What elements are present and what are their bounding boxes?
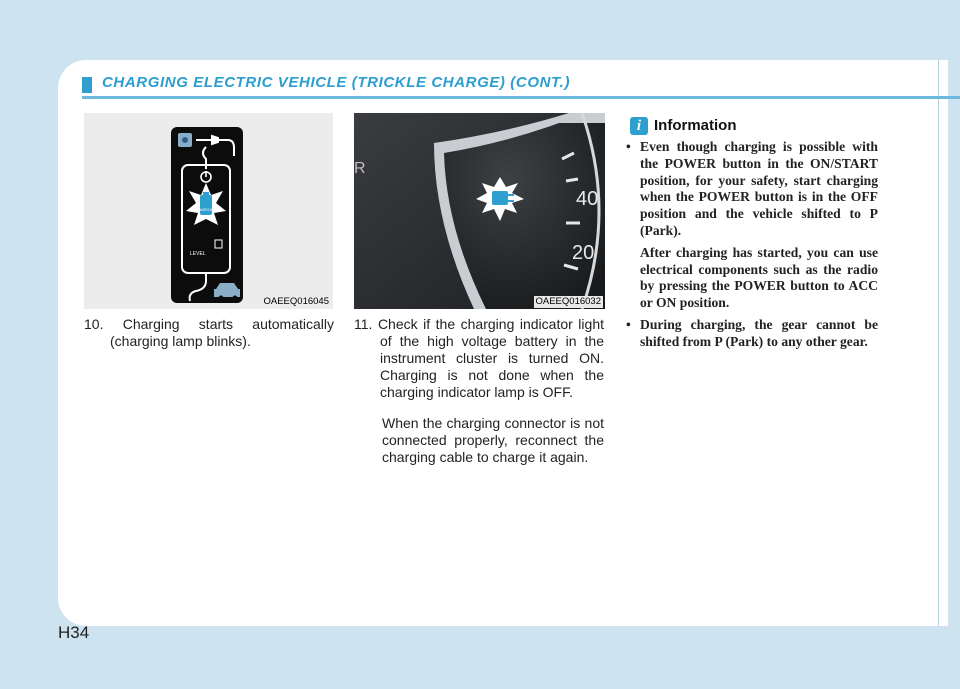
- information-heading: Information: [654, 117, 737, 134]
- list-item: [626, 139, 878, 312]
- charging-unit-illustration: [84, 113, 333, 309]
- instrument-cluster-illustration: [354, 113, 605, 309]
- gauge-label-20: 20: [572, 242, 595, 264]
- step-10-text: 10. Charging starts automatically (charging lamp blinks).: [84, 316, 334, 349]
- bullet: •: [626, 139, 631, 154]
- figure-code-middle: OAEEQ016032: [535, 296, 601, 307]
- gauge-label-40: 40: [576, 188, 599, 210]
- section-title: CHARGING ELECTRIC VEHICLE (TRICKLE CHARGE) (CONT.): [102, 74, 571, 91]
- info-paragraph: After charging has started, you can use electrical components such as the radio by pressing the POWER button to ACC or ON position.: [640, 244, 878, 311]
- header-accent-bar: [82, 77, 92, 93]
- bullet: •: [626, 316, 631, 332]
- step-11-note: When the charging connector is not connected properly, reconnect the charging cable to charge it again.: [382, 415, 604, 465]
- battery-icon: [200, 195, 212, 215]
- list-item: [626, 317, 878, 351]
- figure-code-left: OAEEQ016045: [263, 296, 329, 307]
- margin-guide: [938, 60, 939, 626]
- figure-charging-lamp: [84, 113, 333, 309]
- step-11-text: 11. Check if the charging indicator light of the high voltage battery in the instrument cluster is turned ON. Charging is not done when the charging indicator lamp is OFF.: [354, 316, 604, 400]
- info-paragraph: Even though charging is possible with the POWER button in the ON/START position, for your safety, start charging when the POWER button is in the OFF position and the vehicle shifted to P (Park).: [640, 139, 878, 238]
- figure-instrument-cluster: [354, 113, 605, 309]
- information-icon: i: [630, 117, 648, 135]
- header-rule: [82, 96, 960, 99]
- charging-label: CHARGING: [195, 207, 217, 212]
- information-list: [626, 139, 878, 351]
- level-label: LEVEL: [190, 251, 206, 257]
- svg-text:R: R: [354, 160, 366, 177]
- page-number: H34: [58, 623, 90, 642]
- info-paragraph: During charging, the gear cannot be shifted from P (Park) to any other gear.: [640, 316, 878, 349]
